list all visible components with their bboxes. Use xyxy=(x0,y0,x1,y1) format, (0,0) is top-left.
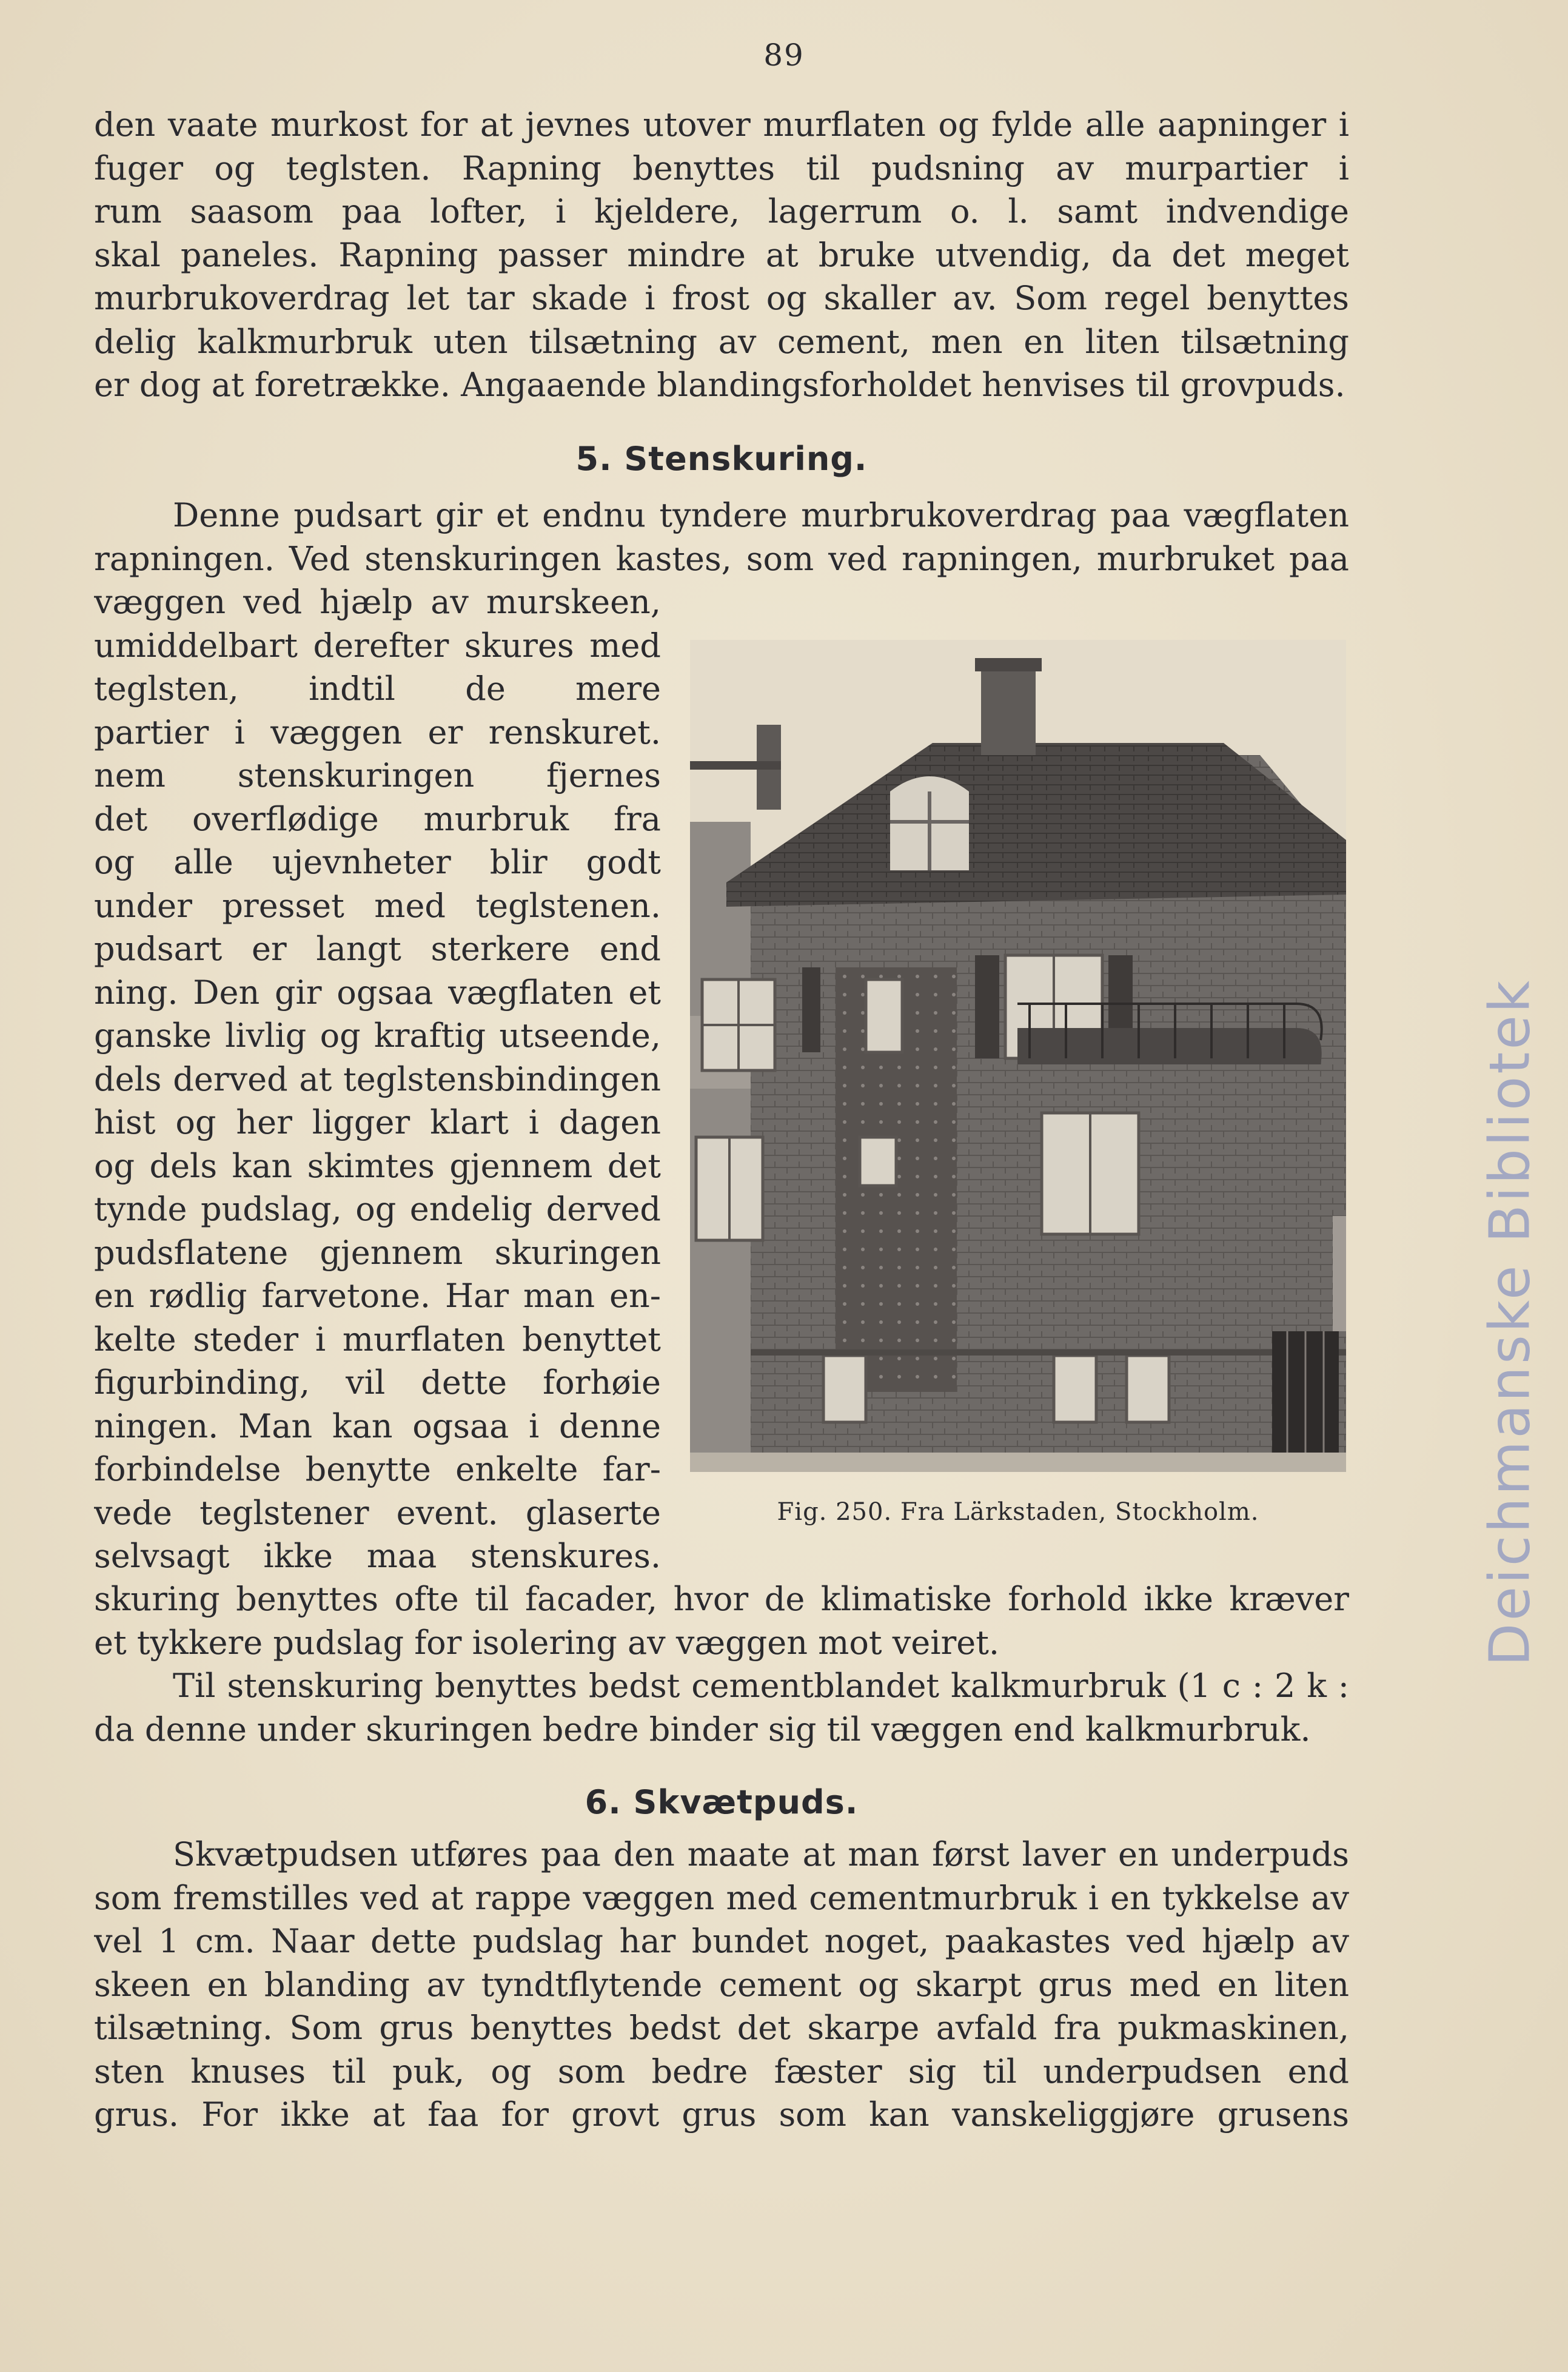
text-line: væggen ved hjælp av murskeen, xyxy=(94,583,661,621)
text-line: ganske livlig og kraftig utseende, xyxy=(94,1016,661,1055)
text-line: skal paneles. Rapning passer mindre at bruke utvendig, da det meget xyxy=(94,235,1349,274)
text-line: grus. For ikke at faa for grovt grus som kan vanskeliggjøre grusens xyxy=(94,2095,1349,2134)
text-line: dels derved at teglstensbindingen xyxy=(94,1060,661,1098)
paragraph-stenskuring-mortar xyxy=(94,1664,1349,1751)
text-line: pudsart er langt sterkere end xyxy=(94,930,661,968)
text-line: under presset med teglstenen. xyxy=(94,886,661,925)
text-line: hist og her ligger klart i dagen xyxy=(94,1103,661,1141)
text-line: teglsten, indtil de mere xyxy=(94,670,661,708)
text-line: ningen. Man kan ogsaa i denne xyxy=(94,1406,661,1445)
text-line: Til stenskuring benyttes bedst cementblandet kalkmurbruk (1 c : 2 k : xyxy=(173,1667,1349,1705)
text-line: umiddelbart derefter skures med xyxy=(94,626,661,665)
text-line: skuring benyttes ofte til facader, hvor de klimatiske forhold ikke kræver xyxy=(94,1580,1349,1618)
text-line: er dog at foretrække. Angaaende blandingsforholdet henvises til grovpuds. xyxy=(94,366,1345,404)
section-heading-stenskuring: 5. Stenskuring. xyxy=(575,440,868,478)
text-line: forbindelse benytte enkelte far- xyxy=(94,1450,661,1488)
text-line: den vaate murkost for at jevnes utover murflaten og fylde alle aapninger i xyxy=(94,106,1349,144)
library-stamp-text: Deichmanske Bibliotek xyxy=(1477,978,1543,1667)
text-line: tynde pudslag, og endelig derved xyxy=(94,1190,661,1228)
text-line: fuger og teglsten. Rapning benyttes til pudsning av murpartier i xyxy=(94,149,1349,187)
paragraph-stenskuring-end xyxy=(94,1577,1349,1664)
text-line: rum saasom paa lofter, i kjeldere, lagerrum o. l. samt indvendige xyxy=(94,192,1349,230)
text-line: Skvætpudsen utføres paa den maate at man først laver en underpuds xyxy=(173,1835,1349,1873)
figure-caption: Fig. 250. Fra Lärkstaden, Stockholm. xyxy=(777,1498,1259,1526)
paragraph-rapning xyxy=(94,103,1349,407)
building-photo-illustration xyxy=(690,640,1346,1472)
page-number: 89 xyxy=(763,38,805,73)
text-line: sten knuses til puk, og som bedre fæster sig til underpudsen end xyxy=(94,2052,1349,2091)
text-line: vede teglstener event. glaserte xyxy=(94,1493,661,1532)
text-line: rapningen. Ved stenskuringen kastes, som ved rapningen, murbruket paa xyxy=(94,539,1349,578)
text-line: skeen en blanding av tyndtflytende cement og skarpt grus med en liten xyxy=(94,1965,1349,2004)
text-line: Denne pudsart gir et endnu tyndere murbrukoverdrag paa vægflaten xyxy=(173,496,1349,534)
section-heading-skvaetpuds: 6. Skvætpuds. xyxy=(585,1783,859,1821)
text-line: nem stenskuringen fjernes xyxy=(94,756,661,795)
paragraph-skvaetpuds xyxy=(94,1833,1349,2137)
text-line: vel 1 cm. Naar dette pudslag har bundet noget, paakastes ved hjælp av xyxy=(94,1922,1349,1960)
text-line: ning. Den gir ogsaa vægflaten et xyxy=(94,973,661,1012)
paragraph-stenskuring-intro xyxy=(94,494,1349,580)
text-line: det overflødige murbruk fra xyxy=(94,799,661,838)
library-stamp xyxy=(1449,978,1568,1667)
text-line: et tykkere pudslag for isolering av væggen mot veiret. xyxy=(94,1623,1000,1662)
text-line: tilsætning. Som grus benyttes bedst det skarpe avfald fra pukmaskinen, xyxy=(94,2009,1349,2047)
figure-building-photo xyxy=(690,640,1346,1472)
text-line: pudsflatene gjennem skuringen xyxy=(94,1233,661,1272)
text-line: kelte steder i murflaten benyttet xyxy=(94,1320,661,1359)
text-line: og dels kan skimtes gjennem det xyxy=(94,1146,661,1185)
text-line: delig kalkmurbruk uten tilsætning av cement, men en liten tilsætning xyxy=(94,322,1349,361)
text-line: og alle ujevnheter blir godt xyxy=(94,843,661,881)
text-line: murbrukoverdrag let tar skade i frost og skaller av. Som regel benyttes xyxy=(94,279,1349,317)
text-line: figurbinding, vil dette forhøie xyxy=(94,1363,661,1402)
text-line: en rødlig farvetone. Har man en- xyxy=(94,1277,661,1315)
text-line: partier i væggen er renskuret. xyxy=(94,713,661,751)
text-line: selvsagt ikke maa stenskures. xyxy=(94,1537,661,1575)
text-line: som fremstilles ved at rappe væggen med cementmurbruk i en tykkelse av xyxy=(94,1878,1349,1917)
text-line: da denne under skuringen bedre binder sig til væggen end kalkmurbruk. xyxy=(94,1710,1311,1749)
